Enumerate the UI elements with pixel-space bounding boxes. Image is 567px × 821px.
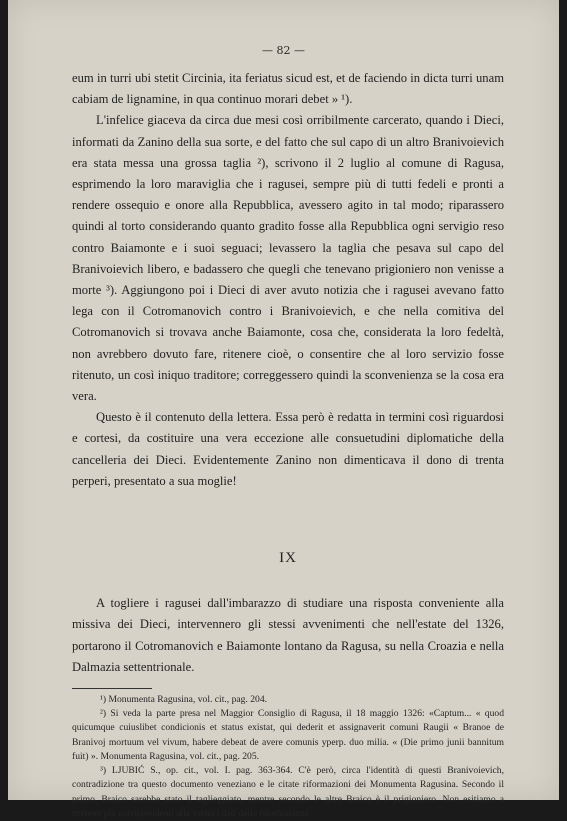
section-heading: IX xyxy=(279,550,297,567)
paragraph-3: Questo è il contenuto della lettera. Essa però è redatta in termini così riguardosi e cortesi, da costituire una vera eccezione alle consuetudini diplomatiche della cancelleria dei Dieci. Evidentemente Zanino non dimenticava il dono di trenta perperi, presentato a sua moglie! xyxy=(72,410,504,488)
footnote-3: ³) LJUBIĆ S., op. cit., vol. I. pag. 363-364. C'è però, circa l'identità di questi Branivoievich, contradizione tra questo documento veneziano e le citate riformazioni dei Monumenta Ragusina. Secondo il primo, Braico sarebbe stato il taglieggiato, mentre secondo le altre Braico è il prigioniero. Non esitiamo a ritenere più corrispondenti alla verità i dati delle riformazioni. xyxy=(72,765,504,819)
footnotes xyxy=(72,693,504,821)
document-page xyxy=(8,0,559,819)
footnote-divider xyxy=(72,688,152,689)
paragraph-1: eum in turri ubi stetit Circinia, ita feriatus sicud est, et de faciendo in dicta turri unam cabiam de lignamine, in qua continuo morari debet » ¹). xyxy=(72,71,504,107)
footnote-1: ¹) Monumenta Ragusina, vol. cit., pag. 204. xyxy=(100,694,268,706)
paragraph-2: L'infelice giaceva da circa due mesi così orribilmente carcerato, quando i Dieci, informati da Zanino della sua sorte, e del fatto che sul capo di un altro Branivoievich era stata messa una grossa taglia ²), scrivono il 2 luglio al comune di Ragusa, esprimendo la loro maraviglia che i ragusei, sempre più di tutti fedeli e pronti a rendere ossequio e onore alla Repubblica, avessero agito in tal modo; riparassero quindi al torto considerando quanto gradito fosse alla Repubblica ogni servigio reso contro Baiamonte e i suoi seguaci; levassero la taglia che pesava sul capo del Branivoievich libero, e badassero che quegli che tenevano prigioniero non venisse a morte ³). Aggiungono poi i Dieci di aver avuto notizia che i ragusei avevano fatto lega con il Cotromanovich contro i Branivoievich, e che nella comitiva del Cotromanovich si trovava anche Baiamonte, cosa che, considerata la loro fedeltà, non avrebbero dovuto fare, ritenere cioè, o consentire che al loro servizio fosse ritenuto, un così iniquo traditore; correggessero quindi la sconvenienza se la cosa era vera. xyxy=(72,113,504,404)
page-body xyxy=(72,68,504,821)
section-paragraph: A togliere i ragusei dall'imbarazzo di studiare una risposta conveniente alla missiva dei Dieci, intervennero gli stessi avvenimenti che nell'estate del 1326, portarono il Cotromanovich e Baiamonte lontano da Ragusa, su nella Croazia e nella Dalmazia settentrionale. xyxy=(72,596,504,674)
page-number: — 82 — xyxy=(262,44,305,57)
footnote-2: ²) Si veda la parte presa nel Maggior Consiglio di Ragusa, il 18 maggio 1326: «Captum... « quod quicumque cuiuslibet condicionis et status existat, qui dederit et assignaverit comuni Raugii « Branoe de Branivoj mortuum vel vivum, habere debeat de avere comunis yperp. duo milia. « (Die primo junii bannitum fuit) ». Monumenta Ragusina, vol. cit., pag. 205. xyxy=(72,708,504,762)
